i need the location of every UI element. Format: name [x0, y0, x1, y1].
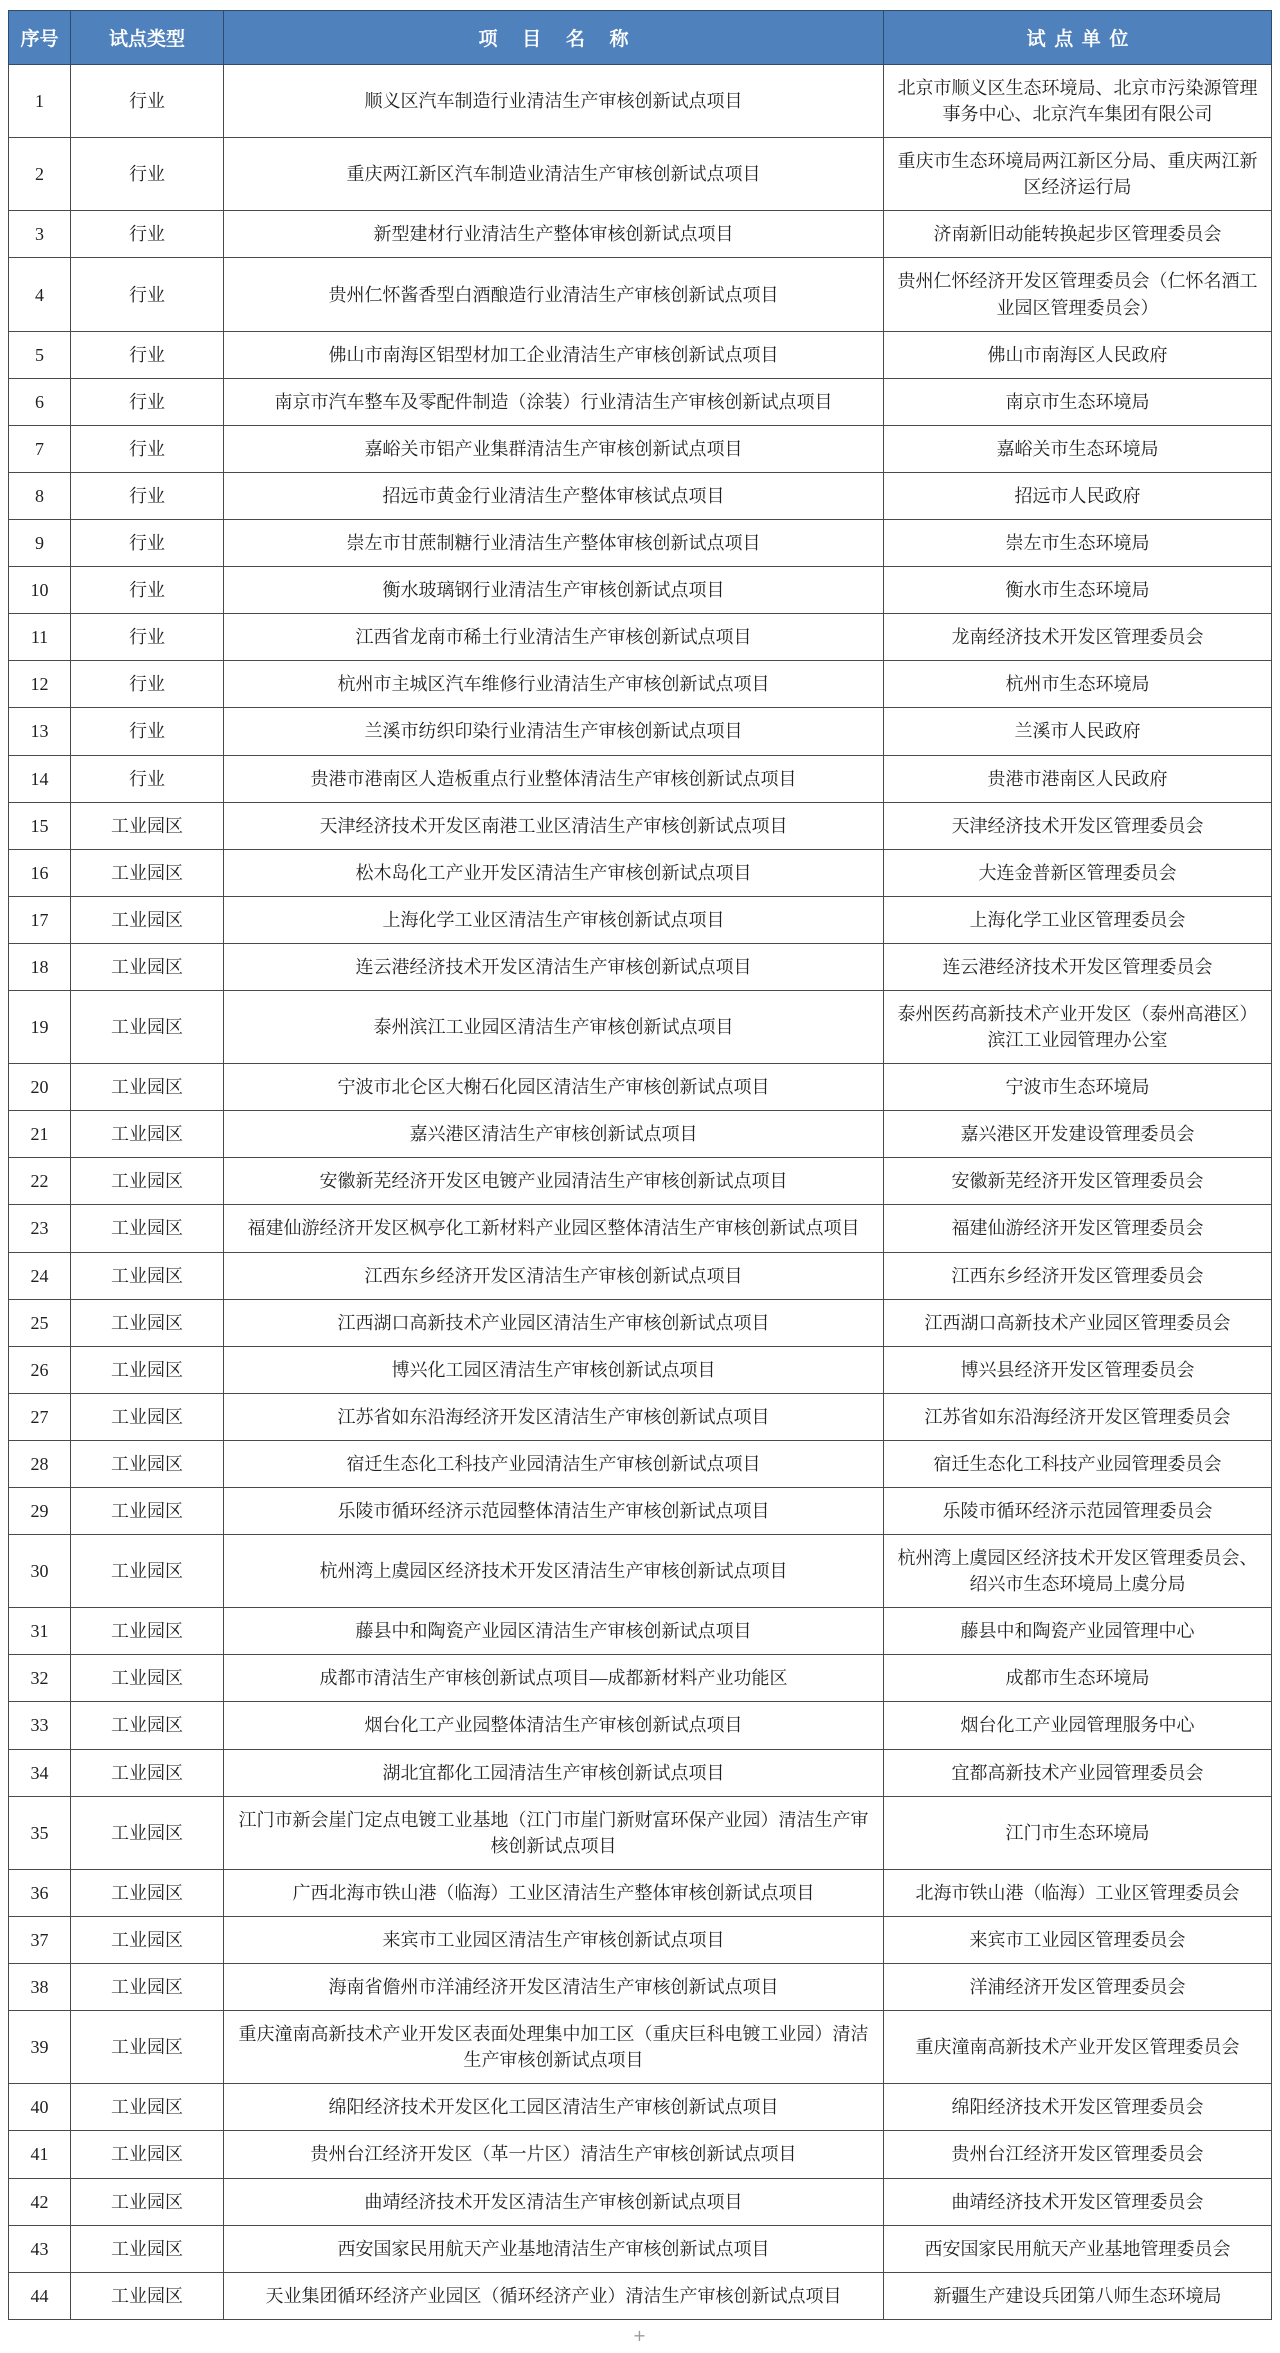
- col-header-unit: 试点单位: [884, 11, 1272, 65]
- cell-pilot-unit: 嘉兴港区开发建设管理委员会: [884, 1111, 1272, 1158]
- table-row: [9, 2178, 1272, 2225]
- cell-index: 4: [9, 258, 71, 331]
- cell-index: 41: [9, 2131, 71, 2178]
- cell-pilot-type: 工业园区: [71, 1916, 224, 1963]
- cell-project-name: 江门市新会崖门定点电镀工业基地（江门市崖门新财富环保产业园）清洁生产审核创新试点项目: [224, 1796, 884, 1869]
- cell-index: 35: [9, 1796, 71, 1869]
- table-row: [9, 1158, 1272, 1205]
- table-row: [9, 990, 1272, 1063]
- table-row: [9, 65, 1272, 138]
- cell-pilot-unit: 龙南经济技术开发区管理委员会: [884, 614, 1272, 661]
- cell-pilot-unit: 贵港市港南区人民政府: [884, 755, 1272, 802]
- cell-pilot-type: 行业: [71, 211, 224, 258]
- cell-project-name: 连云港经济技术开发区清洁生产审核创新试点项目: [224, 943, 884, 990]
- cell-index: 32: [9, 1655, 71, 1702]
- cell-pilot-type: 行业: [71, 708, 224, 755]
- cell-pilot-unit: 安徽新芜经济开发区管理委员会: [884, 1158, 1272, 1205]
- cell-pilot-type: 行业: [71, 65, 224, 138]
- cell-project-name: 博兴化工园区清洁生产审核创新试点项目: [224, 1346, 884, 1393]
- cell-index: 21: [9, 1111, 71, 1158]
- cell-pilot-type: 工业园区: [71, 1796, 224, 1869]
- cell-pilot-unit: 烟台化工产业园管理服务中心: [884, 1702, 1272, 1749]
- cell-project-name: 湖北宜都化工园清洁生产审核创新试点项目: [224, 1749, 884, 1796]
- table-row: [9, 258, 1272, 331]
- cell-project-name: 天业集团循环经济产业园区（循环经济产业）清洁生产审核创新试点项目: [224, 2272, 884, 2319]
- cell-project-name: 佛山市南海区铝型材加工企业清洁生产审核创新试点项目: [224, 331, 884, 378]
- cell-project-name: 广西北海市铁山港（临海）工业区清洁生产整体审核创新试点项目: [224, 1869, 884, 1916]
- cell-project-name: 宿迁生态化工科技产业园清洁生产审核创新试点项目: [224, 1440, 884, 1487]
- table-row: [9, 1299, 1272, 1346]
- table-row: [9, 708, 1272, 755]
- table-row: [9, 1869, 1272, 1916]
- cell-pilot-type: 工业园区: [71, 1440, 224, 1487]
- pilot-projects-table: [8, 10, 1272, 2320]
- cell-project-name: 福建仙游经济开发区枫亭化工新材料产业园区整体清洁生产审核创新试点项目: [224, 1205, 884, 1252]
- cell-pilot-unit: 贵州台江经济开发区管理委员会: [884, 2131, 1272, 2178]
- cell-project-name: 嘉兴港区清洁生产审核创新试点项目: [224, 1111, 884, 1158]
- cell-project-name: 重庆潼南高新技术产业开发区表面处理集中加工区（重庆巨科电镀工业园）清洁生产审核创新试点项目: [224, 2011, 884, 2084]
- cell-project-name: 江西东乡经济开发区清洁生产审核创新试点项目: [224, 1252, 884, 1299]
- table-header-row: [9, 11, 1272, 65]
- cell-pilot-type: 工业园区: [71, 1393, 224, 1440]
- cell-pilot-type: 工业园区: [71, 802, 224, 849]
- cell-pilot-type: 工业园区: [71, 1869, 224, 1916]
- cell-pilot-type: 工业园区: [71, 1964, 224, 2011]
- cell-pilot-type: 工业园区: [71, 943, 224, 990]
- cell-project-name: 江苏省如东沿海经济开发区清洁生产审核创新试点项目: [224, 1393, 884, 1440]
- table-row: [9, 378, 1272, 425]
- cell-index: 39: [9, 2011, 71, 2084]
- table-row: [9, 1796, 1272, 1869]
- cell-index: 31: [9, 1608, 71, 1655]
- cell-index: 34: [9, 1749, 71, 1796]
- cell-pilot-type: 行业: [71, 331, 224, 378]
- cell-project-name: 宁波市北仑区大榭石化园区清洁生产审核创新试点项目: [224, 1064, 884, 1111]
- table-body: [9, 65, 1272, 2320]
- table-row: [9, 1608, 1272, 1655]
- cell-pilot-unit: 泰州医药高新技术产业开发区（泰州高港区）滨江工业园管理办公室: [884, 990, 1272, 1063]
- cell-pilot-type: 工业园区: [71, 1749, 224, 1796]
- table-row: [9, 1488, 1272, 1535]
- table-row: [9, 1111, 1272, 1158]
- cell-index: 20: [9, 1064, 71, 1111]
- cell-index: 23: [9, 1205, 71, 1252]
- cell-index: 29: [9, 1488, 71, 1535]
- cell-index: 13: [9, 708, 71, 755]
- cell-pilot-type: 行业: [71, 614, 224, 661]
- cell-pilot-type: 行业: [71, 138, 224, 211]
- cell-pilot-unit: 西安国家民用航天产业基地管理委员会: [884, 2225, 1272, 2272]
- cell-project-name: 顺义区汽车制造行业清洁生产审核创新试点项目: [224, 65, 884, 138]
- cell-pilot-type: 工业园区: [71, 1252, 224, 1299]
- table-row: [9, 1655, 1272, 1702]
- cell-pilot-type: 行业: [71, 378, 224, 425]
- cell-index: 40: [9, 2084, 71, 2131]
- table-row: [9, 1535, 1272, 1608]
- cell-project-name: 来宾市工业园区清洁生产审核创新试点项目: [224, 1916, 884, 1963]
- cell-pilot-unit: 上海化学工业区管理委员会: [884, 896, 1272, 943]
- cell-index: 38: [9, 1964, 71, 2011]
- cell-pilot-unit: 洋浦经济开发区管理委员会: [884, 1964, 1272, 2011]
- cell-project-name: 曲靖经济技术开发区清洁生产审核创新试点项目: [224, 2178, 884, 2225]
- cell-pilot-unit: 北京市顺义区生态环境局、北京市污染源管理事务中心、北京汽车集团有限公司: [884, 65, 1272, 138]
- col-header-index: 序号: [9, 11, 71, 65]
- table-row: [9, 331, 1272, 378]
- cell-pilot-unit: 杭州湾上虞园区经济技术开发区管理委员会、绍兴市生态环境局上虞分局: [884, 1535, 1272, 1608]
- cell-pilot-unit: 天津经济技术开发区管理委员会: [884, 802, 1272, 849]
- cell-index: 9: [9, 520, 71, 567]
- table-row: [9, 896, 1272, 943]
- cell-project-name: 江西省龙南市稀土行业清洁生产审核创新试点项目: [224, 614, 884, 661]
- cell-project-name: 上海化学工业区清洁生产审核创新试点项目: [224, 896, 884, 943]
- cell-pilot-unit: 北海市铁山港（临海）工业区管理委员会: [884, 1869, 1272, 1916]
- cell-project-name: 衡水玻璃钢行业清洁生产审核创新试点项目: [224, 567, 884, 614]
- cell-index: 42: [9, 2178, 71, 2225]
- cell-project-name: 松木岛化工产业开发区清洁生产审核创新试点项目: [224, 849, 884, 896]
- cell-index: 16: [9, 849, 71, 896]
- table-row: [9, 1064, 1272, 1111]
- cell-pilot-unit: 衡水市生态环境局: [884, 567, 1272, 614]
- cell-index: 10: [9, 567, 71, 614]
- cell-pilot-type: 工业园区: [71, 2178, 224, 2225]
- table-row: [9, 1916, 1272, 1963]
- cell-pilot-type: 工业园区: [71, 896, 224, 943]
- cell-index: 25: [9, 1299, 71, 1346]
- cell-pilot-type: 行业: [71, 661, 224, 708]
- cell-pilot-unit: 兰溪市人民政府: [884, 708, 1272, 755]
- cell-index: 1: [9, 65, 71, 138]
- table-row: [9, 1346, 1272, 1393]
- table-row: [9, 2011, 1272, 2084]
- cell-pilot-unit: 江西湖口高新技术产业园区管理委员会: [884, 1299, 1272, 1346]
- cell-pilot-unit: 江门市生态环境局: [884, 1796, 1272, 1869]
- cell-pilot-unit: 南京市生态环境局: [884, 378, 1272, 425]
- table-row: [9, 1252, 1272, 1299]
- cell-index: 30: [9, 1535, 71, 1608]
- cell-pilot-unit: 重庆潼南高新技术产业开发区管理委员会: [884, 2011, 1272, 2084]
- cell-pilot-unit: 贵州仁怀经济开发区管理委员会（仁怀名酒工业园区管理委员会）: [884, 258, 1272, 331]
- cell-project-name: 成都市清洁生产审核创新试点项目—成都新材料产业功能区: [224, 1655, 884, 1702]
- cell-index: 19: [9, 990, 71, 1063]
- table-row: [9, 2131, 1272, 2178]
- cell-project-name: 乐陵市循环经济示范园整体清洁生产审核创新试点项目: [224, 1488, 884, 1535]
- cell-pilot-type: 行业: [71, 258, 224, 331]
- cell-pilot-unit: 重庆市生态环境局两江新区分局、重庆两江新区经济运行局: [884, 138, 1272, 211]
- cell-pilot-unit: 宜都高新技术产业园管理委员会: [884, 1749, 1272, 1796]
- cell-index: 11: [9, 614, 71, 661]
- table-row: [9, 943, 1272, 990]
- cell-project-name: 烟台化工产业园整体清洁生产审核创新试点项目: [224, 1702, 884, 1749]
- cell-pilot-unit: 来宾市工业园区管理委员会: [884, 1916, 1272, 1963]
- cell-pilot-type: 工业园区: [71, 2131, 224, 2178]
- cell-pilot-unit: 乐陵市循环经济示范园管理委员会: [884, 1488, 1272, 1535]
- cell-pilot-type: 工业园区: [71, 1299, 224, 1346]
- cell-project-name: 杭州湾上虞园区经济技术开发区清洁生产审核创新试点项目: [224, 1535, 884, 1608]
- cell-index: 36: [9, 1869, 71, 1916]
- cell-index: 8: [9, 472, 71, 519]
- cell-index: 2: [9, 138, 71, 211]
- cell-pilot-type: 工业园区: [71, 2225, 224, 2272]
- cell-project-name: 藤县中和陶瓷产业园区清洁生产审核创新试点项目: [224, 1608, 884, 1655]
- cell-pilot-type: 工业园区: [71, 1488, 224, 1535]
- col-header-type: 试点类型: [71, 11, 224, 65]
- cell-index: 14: [9, 755, 71, 802]
- cell-pilot-unit: 宿迁生态化工科技产业园管理委员会: [884, 1440, 1272, 1487]
- cell-index: 18: [9, 943, 71, 990]
- cell-pilot-type: 工业园区: [71, 1111, 224, 1158]
- cell-pilot-unit: 绵阳经济技术开发区管理委员会: [884, 2084, 1272, 2131]
- cell-project-name: 嘉峪关市铝产业集群清洁生产审核创新试点项目: [224, 425, 884, 472]
- cell-pilot-unit: 藤县中和陶瓷产业园管理中心: [884, 1608, 1272, 1655]
- cell-index: 37: [9, 1916, 71, 1963]
- cell-index: 33: [9, 1702, 71, 1749]
- cell-pilot-unit: 博兴县经济开发区管理委员会: [884, 1346, 1272, 1393]
- cell-pilot-unit: 招远市人民政府: [884, 472, 1272, 519]
- table-row: [9, 2225, 1272, 2272]
- cell-pilot-type: 工业园区: [71, 1608, 224, 1655]
- cell-pilot-unit: 济南新旧动能转换起步区管理委员会: [884, 211, 1272, 258]
- cell-index: 12: [9, 661, 71, 708]
- table-row: [9, 138, 1272, 211]
- cell-pilot-unit: 杭州市生态环境局: [884, 661, 1272, 708]
- cell-pilot-type: 工业园区: [71, 1064, 224, 1111]
- cell-index: 5: [9, 331, 71, 378]
- cell-pilot-unit: 江苏省如东沿海经济开发区管理委员会: [884, 1393, 1272, 1440]
- cell-pilot-type: 行业: [71, 425, 224, 472]
- cell-project-name: 贵港市港南区人造板重点行业整体清洁生产审核创新试点项目: [224, 755, 884, 802]
- cell-index: 24: [9, 1252, 71, 1299]
- cell-project-name: 贵州台江经济开发区（革一片区）清洁生产审核创新试点项目: [224, 2131, 884, 2178]
- cell-project-name: 江西湖口高新技术产业园区清洁生产审核创新试点项目: [224, 1299, 884, 1346]
- cell-project-name: 崇左市甘蔗制糖行业清洁生产整体审核创新试点项目: [224, 520, 884, 567]
- cell-pilot-type: 行业: [71, 520, 224, 567]
- cell-index: 6: [9, 378, 71, 425]
- table-row: [9, 614, 1272, 661]
- cell-pilot-unit: 曲靖经济技术开发区管理委员会: [884, 2178, 1272, 2225]
- cell-index: 7: [9, 425, 71, 472]
- cell-pilot-type: 工业园区: [71, 990, 224, 1063]
- cell-project-name: 重庆两江新区汽车制造业清洁生产审核创新试点项目: [224, 138, 884, 211]
- cell-index: 3: [9, 211, 71, 258]
- cell-index: 17: [9, 896, 71, 943]
- cell-pilot-unit: 成都市生态环境局: [884, 1655, 1272, 1702]
- cell-project-name: 安徽新芜经济开发区电镀产业园清洁生产审核创新试点项目: [224, 1158, 884, 1205]
- table-row: [9, 1964, 1272, 2011]
- cell-index: 28: [9, 1440, 71, 1487]
- cell-index: 44: [9, 2272, 71, 2319]
- table-row: [9, 2084, 1272, 2131]
- cell-project-name: 南京市汽车整车及零配件制造（涂装）行业清洁生产审核创新试点项目: [224, 378, 884, 425]
- table-row: [9, 211, 1272, 258]
- cell-project-name: 兰溪市纺织印染行业清洁生产审核创新试点项目: [224, 708, 884, 755]
- cell-pilot-type: 行业: [71, 472, 224, 519]
- col-header-name: 项目名称: [224, 11, 884, 65]
- table-row: [9, 2272, 1272, 2319]
- table-resize-handle[interactable]: +: [632, 2325, 647, 2345]
- cell-project-name: 绵阳经济技术开发区化工园区清洁生产审核创新试点项目: [224, 2084, 884, 2131]
- cell-project-name: 杭州市主城区汽车维修行业清洁生产审核创新试点项目: [224, 661, 884, 708]
- cell-index: 27: [9, 1393, 71, 1440]
- cell-pilot-type: 工业园区: [71, 1535, 224, 1608]
- table-row: [9, 567, 1272, 614]
- table-row: [9, 661, 1272, 708]
- cell-pilot-unit: 福建仙游经济开发区管理委员会: [884, 1205, 1272, 1252]
- cell-pilot-type: 工业园区: [71, 2011, 224, 2084]
- cell-pilot-unit: 佛山市南海区人民政府: [884, 331, 1272, 378]
- cell-index: 43: [9, 2225, 71, 2272]
- table-row: [9, 520, 1272, 567]
- table-row: [9, 849, 1272, 896]
- cell-pilot-type: 工业园区: [71, 1346, 224, 1393]
- cell-pilot-type: 工业园区: [71, 849, 224, 896]
- cell-pilot-unit: 连云港经济技术开发区管理委员会: [884, 943, 1272, 990]
- cell-pilot-type: 行业: [71, 755, 224, 802]
- cell-pilot-type: 行业: [71, 567, 224, 614]
- table-row: [9, 472, 1272, 519]
- cell-pilot-unit: 江西东乡经济开发区管理委员会: [884, 1252, 1272, 1299]
- table-row: [9, 755, 1272, 802]
- cell-pilot-type: 工业园区: [71, 1205, 224, 1252]
- cell-pilot-type: 工业园区: [71, 1655, 224, 1702]
- cell-pilot-type: 工业园区: [71, 1158, 224, 1205]
- cell-index: 26: [9, 1346, 71, 1393]
- cell-project-name: 西安国家民用航天产业基地清洁生产审核创新试点项目: [224, 2225, 884, 2272]
- table-row: [9, 1440, 1272, 1487]
- cell-index: 22: [9, 1158, 71, 1205]
- table-row: [9, 1393, 1272, 1440]
- table-row: [9, 802, 1272, 849]
- cell-pilot-unit: 宁波市生态环境局: [884, 1064, 1272, 1111]
- cell-project-name: 贵州仁怀酱香型白酒酿造行业清洁生产审核创新试点项目: [224, 258, 884, 331]
- cell-pilot-type: 工业园区: [71, 1702, 224, 1749]
- cell-pilot-unit: 新疆生产建设兵团第八师生态环境局: [884, 2272, 1272, 2319]
- cell-project-name: 泰州滨江工业园区清洁生产审核创新试点项目: [224, 990, 884, 1063]
- cell-pilot-unit: 大连金普新区管理委员会: [884, 849, 1272, 896]
- table-row: [9, 425, 1272, 472]
- table-row: [9, 1205, 1272, 1252]
- cell-pilot-unit: 嘉峪关市生态环境局: [884, 425, 1272, 472]
- cell-project-name: 天津经济技术开发区南港工业区清洁生产审核创新试点项目: [224, 802, 884, 849]
- cell-project-name: 海南省儋州市洋浦经济开发区清洁生产审核创新试点项目: [224, 1964, 884, 2011]
- cell-pilot-type: 工业园区: [71, 2084, 224, 2131]
- table-row: [9, 1702, 1272, 1749]
- cell-project-name: 新型建材行业清洁生产整体审核创新试点项目: [224, 211, 884, 258]
- table-row: [9, 1749, 1272, 1796]
- cell-project-name: 招远市黄金行业清洁生产整体审核试点项目: [224, 472, 884, 519]
- cell-index: 15: [9, 802, 71, 849]
- cell-pilot-unit: 崇左市生态环境局: [884, 520, 1272, 567]
- cell-pilot-type: 工业园区: [71, 2272, 224, 2319]
